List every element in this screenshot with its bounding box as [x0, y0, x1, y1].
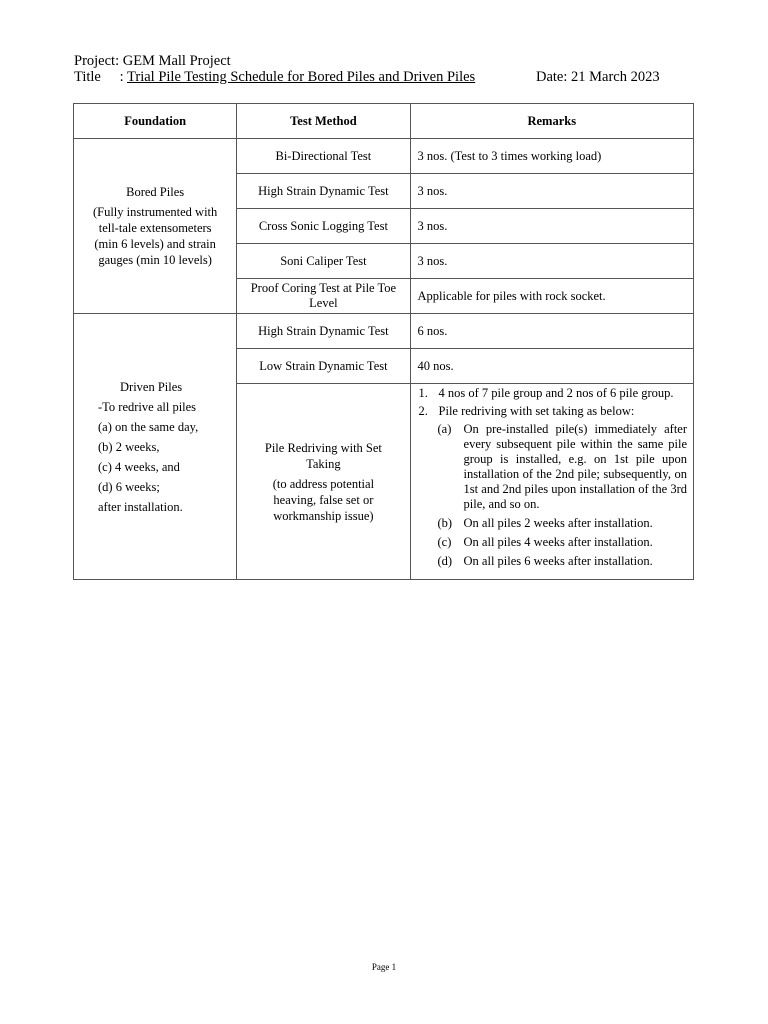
column-header-test-method: Test Method	[237, 104, 410, 139]
project-line: Project: GEM Mall Project	[74, 53, 231, 69]
test-method-cell: Low Strain Dynamic Test	[237, 349, 410, 384]
title-label: Title	[74, 69, 101, 85]
driven-foundation-line: (a) on the same day,	[98, 419, 199, 434]
page-number: Page 1	[371, 962, 397, 972]
table-row	[74, 314, 694, 349]
remarks-cell: 6 nos.	[410, 314, 693, 349]
bored-foundation-line: tell-tale extensometers	[98, 221, 212, 235]
driven-foundation-line: Driven Piles	[120, 379, 183, 394]
remarks-cell: Applicable for piles with rock socket.	[410, 279, 693, 314]
bored-foundation-line: Bored Piles	[126, 185, 185, 199]
bored-piles-cell	[74, 139, 237, 314]
table-row	[74, 139, 694, 174]
test-method-cell: High Strain Dynamic Test	[237, 174, 410, 209]
redrive-method-note: (to address potential heaving, false set or workmanship issue)	[272, 476, 375, 523]
remarks-cell: 3 nos.	[410, 174, 693, 209]
title-line	[74, 69, 694, 86]
remarks-cell: 3 nos.	[410, 209, 693, 244]
list-item: 1. 4 nos of 7 pile group and 2 nos of 6 pile group.	[418, 386, 674, 400]
test-method-cell: Cross Sonic Logging Test	[237, 209, 410, 244]
driven-foundation-line: after installation.	[98, 499, 183, 514]
bored-foundation-line: (min 6 levels) and strain	[94, 237, 216, 251]
testing-schedule-table	[73, 103, 694, 580]
bored-foundation-line: gauges (min 10 levels)	[98, 253, 212, 267]
list-subitem: (c) On all piles 4 weeks after installation.	[437, 535, 653, 549]
driven-foundation-line: -To redrive all piles	[98, 399, 197, 414]
redrive-remarks-cell	[410, 384, 693, 580]
driven-foundation-line: (d) 6 weeks;	[98, 479, 160, 494]
list-item: 2. Pile redriving with set taking as below:	[418, 404, 635, 418]
driven-foundation-line: (c) 4 weeks, and	[98, 459, 180, 474]
redrive-method-title: Pile Redriving with Set Taking	[264, 440, 382, 471]
list-subitem: (a) On pre-installed pile(s) immediately after every subsequent pile within the same pile group is installed, e.g. on 1st pile upon installation of the 2nd pile; subsequently, on 1st and 2nd piles upon installation of the 3rd pile, and so on.	[437, 422, 687, 511]
list-subitem: (d) On all piles 6 weeks after installation.	[437, 554, 653, 568]
test-method-cell: Proof Coring Test at Pile Toe Level	[237, 279, 410, 314]
driven-foundation-line: (b) 2 weeks,	[98, 439, 160, 454]
remarks-cell: 3 nos. (Test to 3 times working load)	[410, 139, 693, 174]
remarks-cell: 3 nos.	[410, 244, 693, 279]
table-header-row	[74, 104, 694, 139]
document-date: Date: 21 March 2023	[536, 69, 660, 85]
redrive-method-cell	[237, 384, 410, 580]
bored-foundation-line: (Fully instrumented with	[92, 205, 218, 219]
list-subitem: (b) On all piles 2 weeks after installation.	[437, 516, 653, 530]
column-header-foundation: Foundation	[74, 104, 237, 139]
test-method-cell: Bi-Directional Test	[237, 139, 410, 174]
test-method-cell: High Strain Dynamic Test	[237, 314, 410, 349]
document-title: Trial Pile Testing Schedule for Bored Piles and Driven Piles	[127, 69, 476, 85]
title-separator: :	[116, 69, 128, 85]
remarks-cell: 40 nos.	[410, 349, 693, 384]
column-header-remarks: Remarks	[410, 104, 693, 139]
test-method-cell: Soni Caliper Test	[237, 244, 410, 279]
driven-piles-cell	[74, 314, 237, 580]
